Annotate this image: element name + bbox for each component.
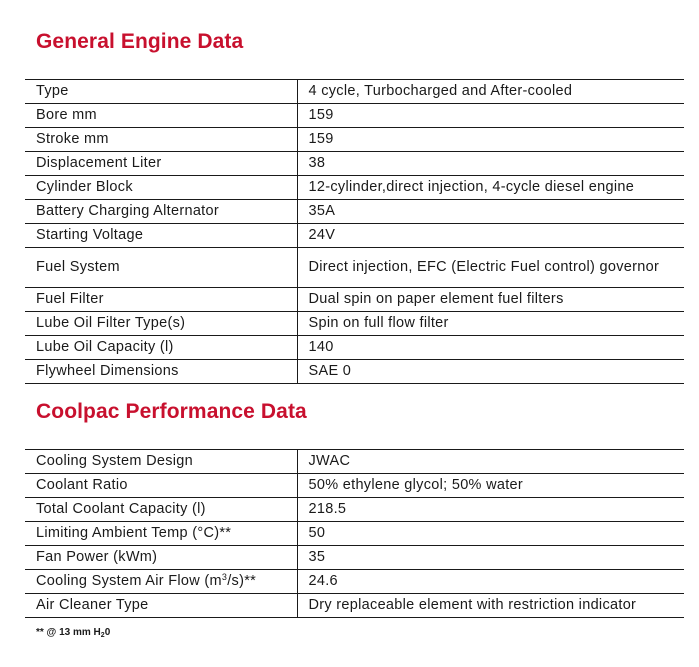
general-engine-data-table: [25, 79, 684, 384]
spec-value: 50: [297, 522, 684, 546]
table-row: [25, 336, 684, 360]
spec-value: 140: [297, 336, 684, 360]
spec-value: Dry replaceable element with restriction indicator: [297, 594, 684, 618]
table-row: [25, 450, 684, 474]
spec-label: Cylinder Block: [25, 176, 297, 200]
spec-value: 12-cylinder,direct injection, 4-cycle diesel engine: [297, 176, 684, 200]
table-row: [25, 498, 684, 522]
spec-label-suffix: /s)**: [227, 573, 257, 589]
spec-label: Lube Oil Capacity (l): [25, 336, 297, 360]
table-row: [25, 546, 684, 570]
spec-value: SAE 0: [297, 360, 684, 384]
spec-label: Fuel Filter: [25, 288, 297, 312]
spec-label: [25, 570, 297, 594]
spec-label: Lube Oil Filter Type(s): [25, 312, 297, 336]
table-row: [25, 288, 684, 312]
table-row: [25, 200, 684, 224]
spec-label: Limiting Ambient Temp (°C)**: [25, 522, 297, 546]
spec-value: 35: [297, 546, 684, 570]
table-row: [25, 594, 684, 618]
spec-value: 4 cycle, Turbocharged and After-cooled: [297, 80, 684, 104]
spec-label: Displacement Liter: [25, 152, 297, 176]
spec-value: 159: [297, 128, 684, 152]
table-row: [25, 128, 684, 152]
spec-label: Fan Power (kWm): [25, 546, 297, 570]
spec-value: Direct injection, EFC (Electric Fuel control) governor: [297, 248, 684, 288]
table-row: [25, 522, 684, 546]
coolpac-performance-data-table: [25, 449, 684, 618]
table-row: [25, 224, 684, 248]
footnote-subscript: 2: [100, 632, 105, 639]
spec-value: 35A: [297, 200, 684, 224]
table-row: [25, 360, 684, 384]
footnote-text: ** @ 13 mm H: [36, 627, 101, 638]
spec-label: Flywheel Dimensions: [25, 360, 297, 384]
table-row: [25, 474, 684, 498]
spec-value: 24.6: [297, 570, 684, 594]
coolpac-performance-data-heading: Coolpac Performance Data: [36, 400, 307, 423]
spec-value: Dual spin on paper element fuel filters: [297, 288, 684, 312]
spec-label: Battery Charging Alternator: [25, 200, 297, 224]
footnote-suffix: 0: [104, 627, 111, 638]
spec-label: Cooling System Design: [25, 450, 297, 474]
table-row: [25, 570, 684, 594]
spec-value: 159: [297, 104, 684, 128]
spec-label: Bore mm: [25, 104, 297, 128]
general-engine-data-heading: General Engine Data: [36, 30, 244, 53]
spec-label-text: Cooling System Air Flow (m: [36, 573, 222, 589]
spec-label: Fuel System: [25, 248, 297, 288]
table-row: [25, 312, 684, 336]
table-row: [25, 104, 684, 128]
spec-value: 24V: [297, 224, 684, 248]
spec-value: JWAC: [297, 450, 684, 474]
table-row: [25, 80, 684, 104]
spec-label: Air Cleaner Type: [25, 594, 297, 618]
table-row: [25, 176, 684, 200]
spec-value: Spin on full flow filter: [297, 312, 684, 336]
spec-label: Type: [25, 80, 297, 104]
spec-value: 218.5: [297, 498, 684, 522]
spec-label: Total Coolant Capacity (l): [25, 498, 297, 522]
spec-value: 38: [297, 152, 684, 176]
table-row: [25, 152, 684, 176]
spec-value: 50% ethylene glycol; 50% water: [297, 474, 684, 498]
table-row: [25, 248, 684, 288]
footnote: [36, 627, 110, 638]
superscript-3: 3: [221, 572, 228, 582]
spec-label: Starting Voltage: [25, 224, 297, 248]
spec-label: Coolant Ratio: [25, 474, 297, 498]
spec-label: Stroke mm: [25, 128, 297, 152]
